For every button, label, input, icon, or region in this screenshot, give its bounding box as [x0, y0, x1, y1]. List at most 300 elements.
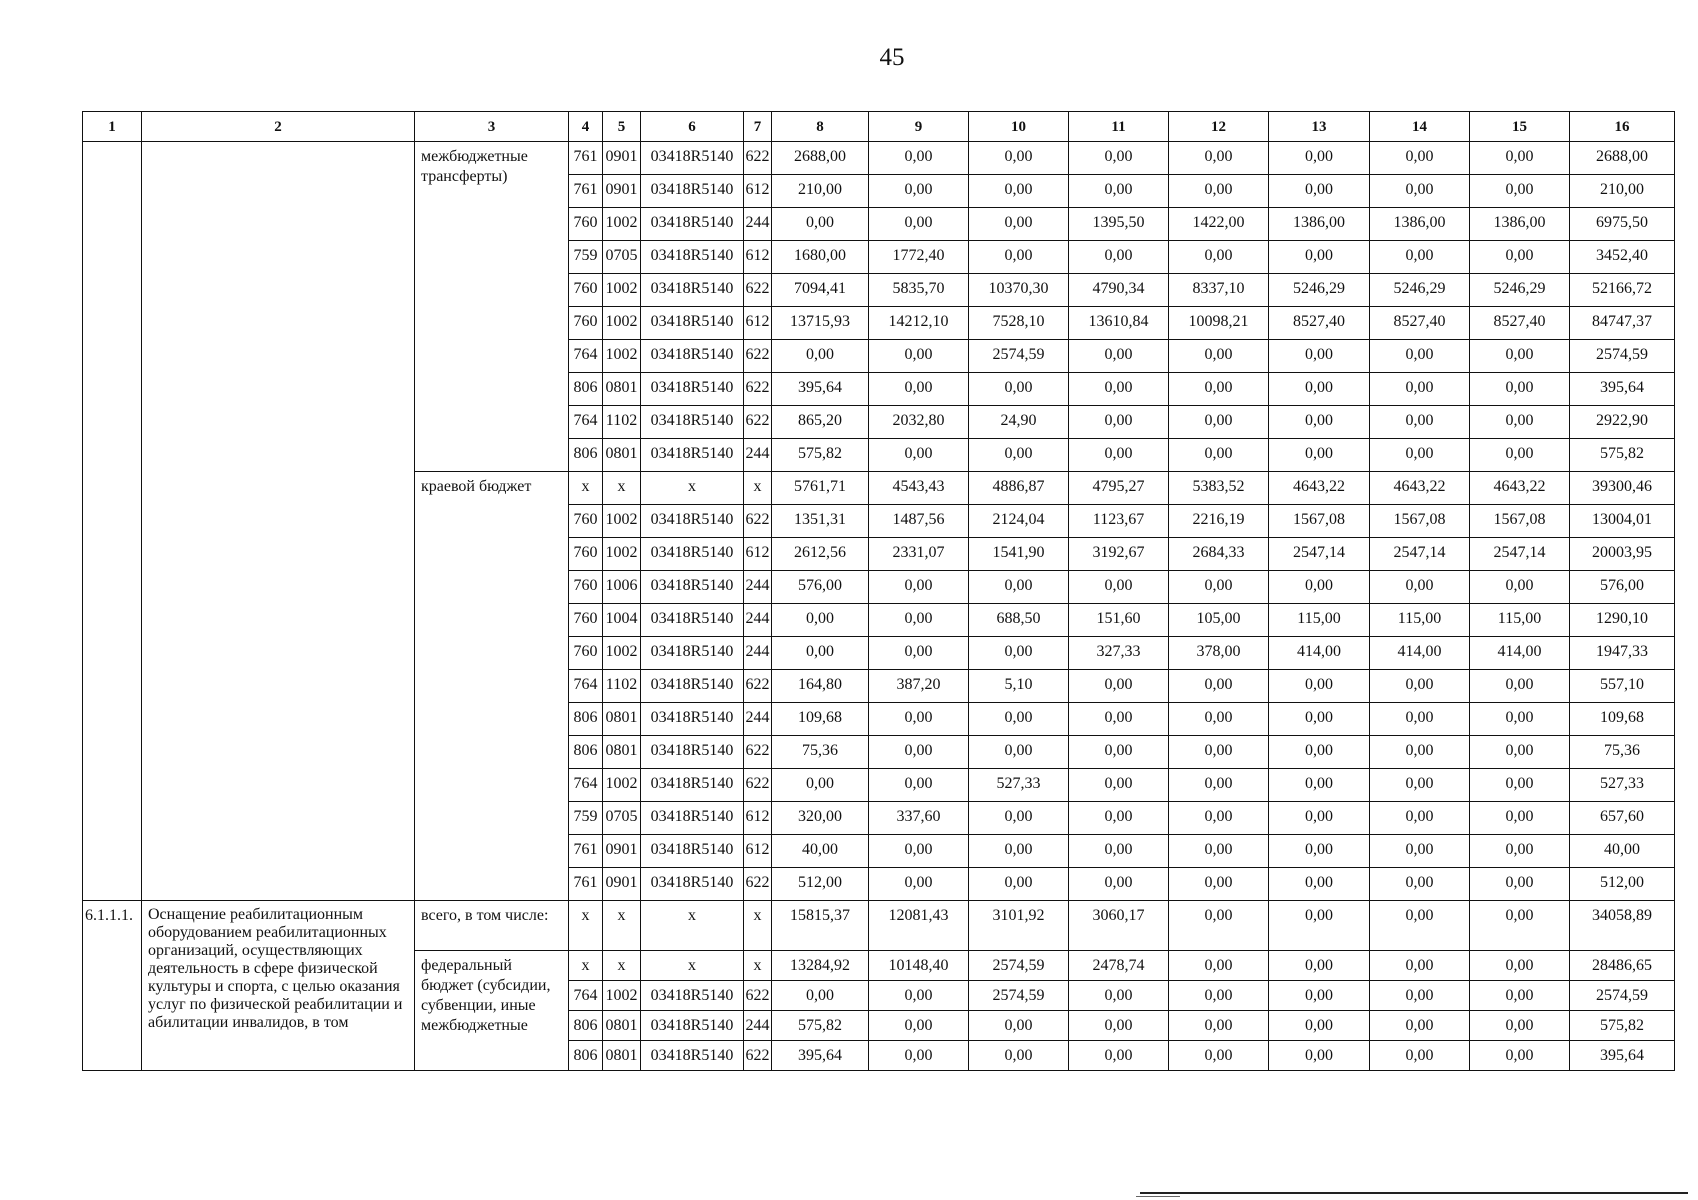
table-cell: 512,00	[1570, 868, 1675, 901]
table-cell: 806	[569, 1011, 603, 1041]
table-cell: 622	[744, 373, 772, 406]
table-cell: 03418R5140	[641, 1041, 744, 1071]
table-cell: 0,00	[1169, 835, 1269, 868]
table-cell: 414,00	[1470, 637, 1570, 670]
table-cell: 764	[569, 406, 603, 439]
table-cell: 0,00	[1269, 769, 1370, 802]
table-cell: 0,00	[1470, 670, 1570, 703]
table-cell: 0,00	[1069, 175, 1169, 208]
table-cell: 03418R5140	[641, 981, 744, 1011]
table-cell: 0,00	[1169, 868, 1269, 901]
table-cell: 0,00	[1269, 1011, 1370, 1041]
table-cell: 0,00	[1169, 1041, 1269, 1071]
table-cell: 244	[744, 208, 772, 241]
table-cell: 0,00	[1370, 670, 1470, 703]
table-cell: 1386,00	[1269, 208, 1370, 241]
table-cell: 0,00	[1069, 373, 1169, 406]
table-cell: х	[744, 951, 772, 981]
table-cell: 0,00	[969, 1041, 1069, 1071]
table-cell: 7094,41	[772, 274, 869, 307]
table-cell: 40,00	[1570, 835, 1675, 868]
table-cell: 0801	[603, 1041, 641, 1071]
table-cell: 0,00	[1169, 175, 1269, 208]
table-cell: 414,00	[1370, 637, 1470, 670]
table-cell: 6975,50	[1570, 208, 1675, 241]
table-cell: 1002	[603, 538, 641, 571]
table-cell: 575,82	[772, 439, 869, 472]
table-cell: 20003,95	[1570, 538, 1675, 571]
table-cell: 0,00	[969, 637, 1069, 670]
table-cell: 0,00	[1470, 439, 1570, 472]
table-cell: 0,00	[1169, 241, 1269, 274]
column-header: 12	[1169, 112, 1269, 142]
footer-rule-short	[1136, 1196, 1180, 1197]
column-header: 7	[744, 112, 772, 142]
column-header: 13	[1269, 112, 1370, 142]
table-cell: 0,00	[772, 340, 869, 373]
table-cell: 115,00	[1470, 604, 1570, 637]
empty-cell	[142, 142, 415, 901]
table-cell: 03418R5140	[641, 769, 744, 802]
table-cell: 0,00	[1169, 901, 1269, 951]
table-cell: 327,33	[1069, 637, 1169, 670]
table-cell: 0,00	[1069, 981, 1169, 1011]
table-cell: 527,33	[1570, 769, 1675, 802]
table-cell: 1947,33	[1570, 637, 1675, 670]
table-cell: 2547,14	[1470, 538, 1570, 571]
table-cell: 03418R5140	[641, 373, 744, 406]
table-cell: 0,00	[1470, 571, 1570, 604]
table-cell: 0,00	[1470, 241, 1570, 274]
table-cell: 0,00	[1370, 703, 1470, 736]
table-cell: 115,00	[1370, 604, 1470, 637]
table-cell: 0,00	[869, 439, 969, 472]
table-cell: 03418R5140	[641, 505, 744, 538]
table-cell: 0,00	[869, 769, 969, 802]
table-cell: 0,00	[1269, 868, 1370, 901]
table-cell: 0,00	[1370, 175, 1470, 208]
table-cell: 657,60	[1570, 802, 1675, 835]
table-cell: 03418R5140	[641, 736, 744, 769]
table-cell: 5835,70	[869, 274, 969, 307]
table-cell: 0,00	[1470, 406, 1570, 439]
table-cell: 0,00	[1169, 571, 1269, 604]
table-cell: 164,80	[772, 670, 869, 703]
table-cell: 1567,08	[1470, 505, 1570, 538]
table-cell: 03418R5140	[641, 241, 744, 274]
table-cell: х	[569, 951, 603, 981]
table-cell: 0,00	[1069, 340, 1169, 373]
column-header: 4	[569, 112, 603, 142]
table-cell: 337,60	[869, 802, 969, 835]
table-cell: 5761,71	[772, 472, 869, 505]
table-cell: 0,00	[1269, 142, 1370, 175]
table-cell: 1002	[603, 208, 641, 241]
table-cell: 0,00	[1470, 373, 1570, 406]
table-cell: х	[641, 951, 744, 981]
table-cell: 1002	[603, 340, 641, 373]
table-cell: 764	[569, 769, 603, 802]
table-cell: 806	[569, 703, 603, 736]
table-cell: 1386,00	[1370, 208, 1470, 241]
table-cell: 0,00	[1069, 1041, 1169, 1071]
table-cell: 622	[744, 505, 772, 538]
table-cell: 0,00	[1269, 241, 1370, 274]
table-cell: 03418R5140	[641, 1011, 744, 1041]
table-cell: 0,00	[1069, 670, 1169, 703]
table-cell: 760	[569, 505, 603, 538]
table-cell: 0901	[603, 175, 641, 208]
table-cell: 12081,43	[869, 901, 969, 951]
table-cell: 03418R5140	[641, 439, 744, 472]
column-header: 9	[869, 112, 969, 142]
table-cell: 24,90	[969, 406, 1069, 439]
table-cell: 03418R5140	[641, 670, 744, 703]
table-cell: 0,00	[969, 571, 1069, 604]
table-cell: 0,00	[1269, 951, 1370, 981]
table-cell: 244	[744, 637, 772, 670]
table-cell: 0,00	[772, 208, 869, 241]
table-cell: 1002	[603, 505, 641, 538]
table-cell: 0,00	[1069, 736, 1169, 769]
funding-source-label: федеральный бюджет (субсидии, субвенции, иные межбюджетные	[415, 951, 569, 1071]
table-cell: 0,00	[1069, 1011, 1169, 1041]
table-cell: 557,10	[1570, 670, 1675, 703]
table-cell: 03418R5140	[641, 868, 744, 901]
table-cell: 0801	[603, 703, 641, 736]
table-cell: 0,00	[1269, 802, 1370, 835]
table-cell: 576,00	[1570, 571, 1675, 604]
table-cell: 2124,04	[969, 505, 1069, 538]
table-cell: 8527,40	[1370, 307, 1470, 340]
table-cell: 612	[744, 835, 772, 868]
table-cell: 0,00	[1370, 868, 1470, 901]
table-cell: 759	[569, 802, 603, 835]
table-cell: 2574,59	[969, 981, 1069, 1011]
table-cell: 5,10	[969, 670, 1069, 703]
table-cell: 612	[744, 802, 772, 835]
table-cell: 0,00	[1370, 1011, 1470, 1041]
table-cell: 1395,50	[1069, 208, 1169, 241]
table-cell: 0,00	[1470, 802, 1570, 835]
item-number: 6.1.1.1.	[83, 901, 142, 1071]
table-cell: 0,00	[969, 175, 1069, 208]
table-cell: 0,00	[1370, 901, 1470, 951]
table-cell: 84747,37	[1570, 307, 1675, 340]
table-cell: х	[641, 472, 744, 505]
column-header: 10	[969, 112, 1069, 142]
table-cell: 806	[569, 1041, 603, 1071]
table-cell: 03418R5140	[641, 637, 744, 670]
table-cell: 2216,19	[1169, 505, 1269, 538]
table-cell: 0,00	[1470, 175, 1570, 208]
table-cell: 0,00	[1269, 406, 1370, 439]
table-cell: 575,82	[772, 1011, 869, 1041]
table-cell: 320,00	[772, 802, 869, 835]
table-cell: 0,00	[1370, 406, 1470, 439]
table-cell: 806	[569, 373, 603, 406]
column-header: 3	[415, 112, 569, 142]
column-header: 6	[641, 112, 744, 142]
table-cell: 0901	[603, 835, 641, 868]
table-cell: 622	[744, 769, 772, 802]
table-cell: 0,00	[969, 241, 1069, 274]
table-cell: 4790,34	[1069, 274, 1169, 307]
table-cell: 244	[744, 604, 772, 637]
table-cell: 612	[744, 307, 772, 340]
table-cell: 28486,65	[1570, 951, 1675, 981]
table-cell: 13284,92	[772, 951, 869, 981]
table-cell: 0,00	[869, 604, 969, 637]
table-cell: 0,00	[1269, 571, 1370, 604]
table-cell: 0,00	[1169, 981, 1269, 1011]
table-cell: 0,00	[1269, 835, 1370, 868]
table-cell: 0801	[603, 373, 641, 406]
table-cell: 806	[569, 736, 603, 769]
table-cell: 5246,29	[1269, 274, 1370, 307]
table-cell: 760	[569, 208, 603, 241]
table-cell: 0,00	[1370, 981, 1470, 1011]
table-cell: 0,00	[869, 142, 969, 175]
table-cell: 13715,93	[772, 307, 869, 340]
table-cell: 612	[744, 538, 772, 571]
table-cell: 4643,22	[1269, 472, 1370, 505]
table-cell: 52166,72	[1570, 274, 1675, 307]
table-cell: 1002	[603, 769, 641, 802]
table-cell: 115,00	[1269, 604, 1370, 637]
table-cell: 03418R5140	[641, 340, 744, 373]
table-cell: 378,00	[1169, 637, 1269, 670]
column-header: 2	[142, 112, 415, 142]
table-cell: 0,00	[1370, 439, 1470, 472]
table-cell: 1422,00	[1169, 208, 1269, 241]
table-cell: 244	[744, 571, 772, 604]
table-cell: 2684,33	[1169, 538, 1269, 571]
table-cell: 03418R5140	[641, 175, 744, 208]
table-cell: 0,00	[772, 604, 869, 637]
table-cell: 0,00	[1370, 373, 1470, 406]
table-cell: 5383,52	[1169, 472, 1269, 505]
table-cell: 2547,14	[1269, 538, 1370, 571]
table-cell: 0,00	[969, 736, 1069, 769]
table-cell: х	[569, 901, 603, 951]
table-cell: 760	[569, 538, 603, 571]
table-row	[83, 142, 1675, 175]
table-cell: 0,00	[1269, 981, 1370, 1011]
table-cell: 0,00	[869, 373, 969, 406]
table-cell: 0901	[603, 868, 641, 901]
empty-cell	[83, 142, 142, 901]
table-cell: 527,33	[969, 769, 1069, 802]
table-cell: 1772,40	[869, 241, 969, 274]
table-cell: 03418R5140	[641, 274, 744, 307]
table-cell: 244	[744, 703, 772, 736]
table-cell: 0801	[603, 736, 641, 769]
table-cell: 1002	[603, 274, 641, 307]
table-cell: 0,00	[1169, 373, 1269, 406]
table-cell: 4643,22	[1370, 472, 1470, 505]
table-cell: 760	[569, 307, 603, 340]
table-cell: 761	[569, 835, 603, 868]
table-cell: 0,00	[1169, 703, 1269, 736]
table-cell: 0,00	[869, 1041, 969, 1071]
table-cell: 575,82	[1570, 439, 1675, 472]
column-header: 11	[1069, 112, 1169, 142]
table-cell: 0,00	[1069, 241, 1169, 274]
table-cell: 1487,56	[869, 505, 969, 538]
table-cell: 622	[744, 868, 772, 901]
table-cell: 865,20	[772, 406, 869, 439]
table-cell: 0,00	[869, 703, 969, 736]
table-cell: 0,00	[1470, 340, 1570, 373]
table-cell: 0,00	[969, 1011, 1069, 1041]
table-cell: 0,00	[1069, 439, 1169, 472]
table-cell: 395,64	[772, 373, 869, 406]
table-cell: 760	[569, 637, 603, 670]
table-cell: 0,00	[869, 736, 969, 769]
table-cell: 0,00	[1269, 340, 1370, 373]
table-cell: 0,00	[1169, 769, 1269, 802]
table-cell: 2688,00	[1570, 142, 1675, 175]
table-cell: 760	[569, 274, 603, 307]
table-cell: 0901	[603, 142, 641, 175]
column-header: 16	[1570, 112, 1675, 142]
table-cell: 622	[744, 981, 772, 1011]
table-cell: 7528,10	[969, 307, 1069, 340]
table-cell: 1351,31	[772, 505, 869, 538]
table-cell: 622	[744, 274, 772, 307]
budget-table	[82, 111, 1675, 1071]
table-cell: 10098,21	[1169, 307, 1269, 340]
table-cell: 4886,87	[969, 472, 1069, 505]
table-cell: 0801	[603, 1011, 641, 1041]
table-cell: 0,00	[969, 373, 1069, 406]
table-cell: 244	[744, 1011, 772, 1041]
table-cell: 0,00	[1269, 703, 1370, 736]
table-cell: х	[603, 951, 641, 981]
column-header: 8	[772, 112, 869, 142]
table-cell: 0,00	[869, 637, 969, 670]
table-cell: 0,00	[969, 868, 1069, 901]
table-cell: 612	[744, 175, 772, 208]
table-cell: 03418R5140	[641, 307, 744, 340]
table-cell: 622	[744, 142, 772, 175]
table-cell: 03418R5140	[641, 835, 744, 868]
table-cell: 0,00	[1470, 901, 1570, 951]
table-cell: 4795,27	[1069, 472, 1169, 505]
table-cell: 2547,14	[1370, 538, 1470, 571]
table-cell: 764	[569, 670, 603, 703]
table-cell: 0,00	[969, 142, 1069, 175]
table-cell: 0,00	[1470, 835, 1570, 868]
table-cell: 109,68	[772, 703, 869, 736]
table-cell: 759	[569, 241, 603, 274]
table-cell: 3060,17	[1069, 901, 1169, 951]
table-cell: 1004	[603, 604, 641, 637]
table-cell: 576,00	[772, 571, 869, 604]
table-cell: 0,00	[1470, 142, 1570, 175]
page-number: 45	[879, 44, 905, 71]
table-cell: 0,00	[869, 981, 969, 1011]
table-cell: 13004,01	[1570, 505, 1675, 538]
table-cell: 210,00	[1570, 175, 1675, 208]
table-cell: 1290,10	[1570, 604, 1675, 637]
table-cell: 0,00	[1470, 703, 1570, 736]
table-cell: 622	[744, 736, 772, 769]
table-cell: 3452,40	[1570, 241, 1675, 274]
table-cell: 1102	[603, 670, 641, 703]
table-cell: 622	[744, 1041, 772, 1071]
table-cell: 10148,40	[869, 951, 969, 981]
table-cell: 0,00	[1169, 142, 1269, 175]
table-cell: 03418R5140	[641, 208, 744, 241]
column-header: 5	[603, 112, 641, 142]
table-cell: х	[569, 472, 603, 505]
table-cell: 0,00	[1470, 868, 1570, 901]
table-cell: 3192,67	[1069, 538, 1169, 571]
table-cell: 1002	[603, 981, 641, 1011]
column-header: 15	[1470, 112, 1570, 142]
table-cell: 761	[569, 868, 603, 901]
table-cell: 1006	[603, 571, 641, 604]
table-cell: 0,00	[1370, 340, 1470, 373]
table-cell: 761	[569, 142, 603, 175]
funding-source-label: межбюджетные трансферты)	[415, 142, 569, 472]
table-cell: 03418R5140	[641, 604, 744, 637]
table-cell: 0,00	[1470, 769, 1570, 802]
table-cell: 0705	[603, 241, 641, 274]
table-cell: 0,00	[1069, 406, 1169, 439]
table-cell: 0,00	[1169, 802, 1269, 835]
table-cell: 2574,59	[1570, 981, 1675, 1011]
table-cell: 75,36	[1570, 736, 1675, 769]
table-cell: 395,64	[772, 1041, 869, 1071]
table-cell: 0,00	[1069, 835, 1169, 868]
column-header: 1	[83, 112, 142, 142]
table-cell: 2478,74	[1069, 951, 1169, 981]
table-cell: 0,00	[1370, 802, 1470, 835]
table-cell: 0,00	[969, 835, 1069, 868]
table-cell: 8527,40	[1269, 307, 1370, 340]
table-cell: 0,00	[969, 208, 1069, 241]
table-cell: 2574,59	[1570, 340, 1675, 373]
table-cell: 395,64	[1570, 373, 1675, 406]
table-cell: 4543,43	[869, 472, 969, 505]
table-cell: 15815,37	[772, 901, 869, 951]
table-cell: 0,00	[1470, 981, 1570, 1011]
funding-source-label: всего, в том числе:	[415, 901, 569, 951]
table-cell: 761	[569, 175, 603, 208]
table-cell: х	[641, 901, 744, 951]
table-cell: 0,00	[1169, 406, 1269, 439]
table-cell: 1002	[603, 307, 641, 340]
table-cell: 387,20	[869, 670, 969, 703]
table-cell: 244	[744, 439, 772, 472]
table-cell: 34058,89	[1570, 901, 1675, 951]
table-cell: 0,00	[1169, 670, 1269, 703]
table-cell: 109,68	[1570, 703, 1675, 736]
table-cell: 2922,90	[1570, 406, 1675, 439]
table-cell: 2032,80	[869, 406, 969, 439]
table-cell: 0705	[603, 802, 641, 835]
table-cell: 0,00	[869, 1011, 969, 1041]
table-cell: 0,00	[1169, 951, 1269, 981]
table-cell: 2331,07	[869, 538, 969, 571]
table-cell: 0,00	[869, 208, 969, 241]
table-cell: 612	[744, 241, 772, 274]
table-cell: 760	[569, 604, 603, 637]
table-cell: 0,00	[1069, 703, 1169, 736]
